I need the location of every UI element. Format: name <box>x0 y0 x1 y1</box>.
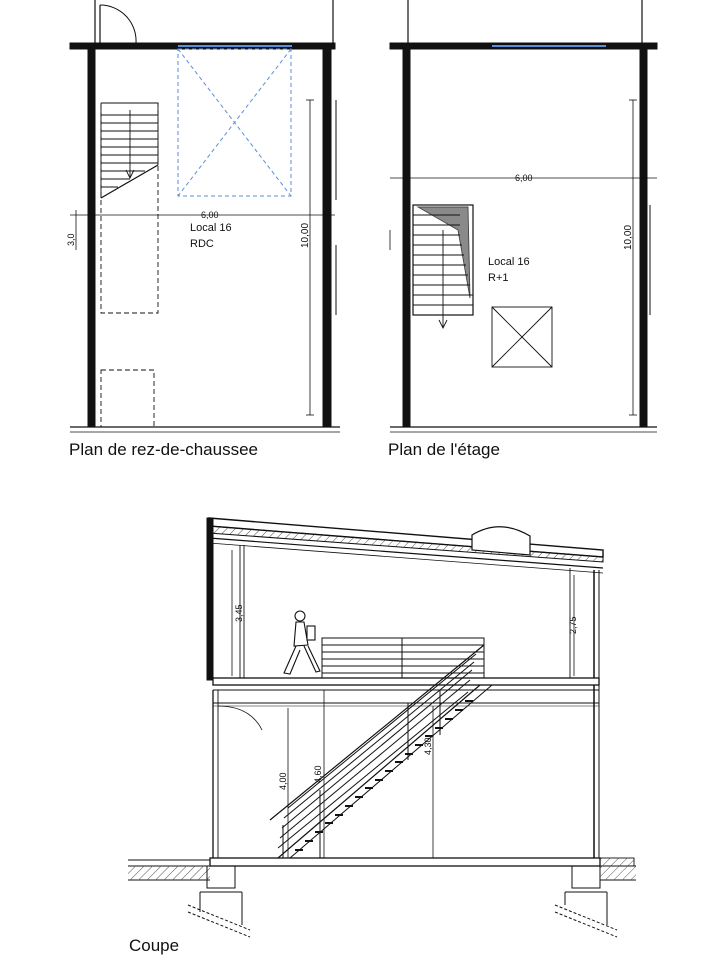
uf-skylight <box>492 307 552 367</box>
uf-room-name: Local 16 <box>488 256 530 268</box>
section-caption: Coupe <box>129 936 180 955</box>
gf-right-wall <box>323 49 331 427</box>
uf-dim-depth: 10,00 <box>623 224 634 250</box>
gf-dashed-zone <box>101 370 154 427</box>
ground-floor-slab <box>210 858 600 866</box>
left-facade <box>207 518 213 680</box>
section-stair <box>270 645 492 858</box>
upper-floor-plan <box>390 0 657 432</box>
gf-skylight-projection <box>178 49 291 196</box>
person-figure <box>284 611 320 674</box>
roof <box>209 518 603 573</box>
gf-stair <box>101 103 158 313</box>
section-dim-upper-right: 2,75 <box>568 616 578 634</box>
gf-room-level: RDC <box>190 238 214 250</box>
gf-dim-left-partial: 3,0 <box>66 233 76 246</box>
uf-room-level: R+1 <box>488 272 509 284</box>
uf-dim-width: 6,00 <box>515 173 533 183</box>
gf-dim-depth: 10,00 <box>300 222 311 248</box>
gf-dim-width: 6,00 <box>201 210 219 220</box>
mezzanine-guardrail <box>322 638 484 678</box>
section-drawing <box>128 518 636 937</box>
section-dim-ground-mid: 4,60 <box>313 765 323 783</box>
uf-stair <box>413 205 473 328</box>
gf-room-name: Local 16 <box>190 222 232 234</box>
roof-skylight-dome <box>472 527 530 555</box>
ground-floor-caption: Plan de rez-de-chaussee <box>69 440 259 459</box>
uf-right-wall <box>640 49 647 427</box>
gf-entrance-door <box>100 5 136 46</box>
gf-left-wall <box>88 49 95 427</box>
upper-floor-slab <box>213 678 599 685</box>
section-dim-stair: 4,30 <box>423 737 433 755</box>
uf-left-wall <box>403 49 410 427</box>
section-dim-ground-left: 4,00 <box>278 772 288 790</box>
upper-floor-caption: Plan de l'étage <box>388 440 500 459</box>
section-dim-upper-left: 3,45 <box>234 604 244 622</box>
